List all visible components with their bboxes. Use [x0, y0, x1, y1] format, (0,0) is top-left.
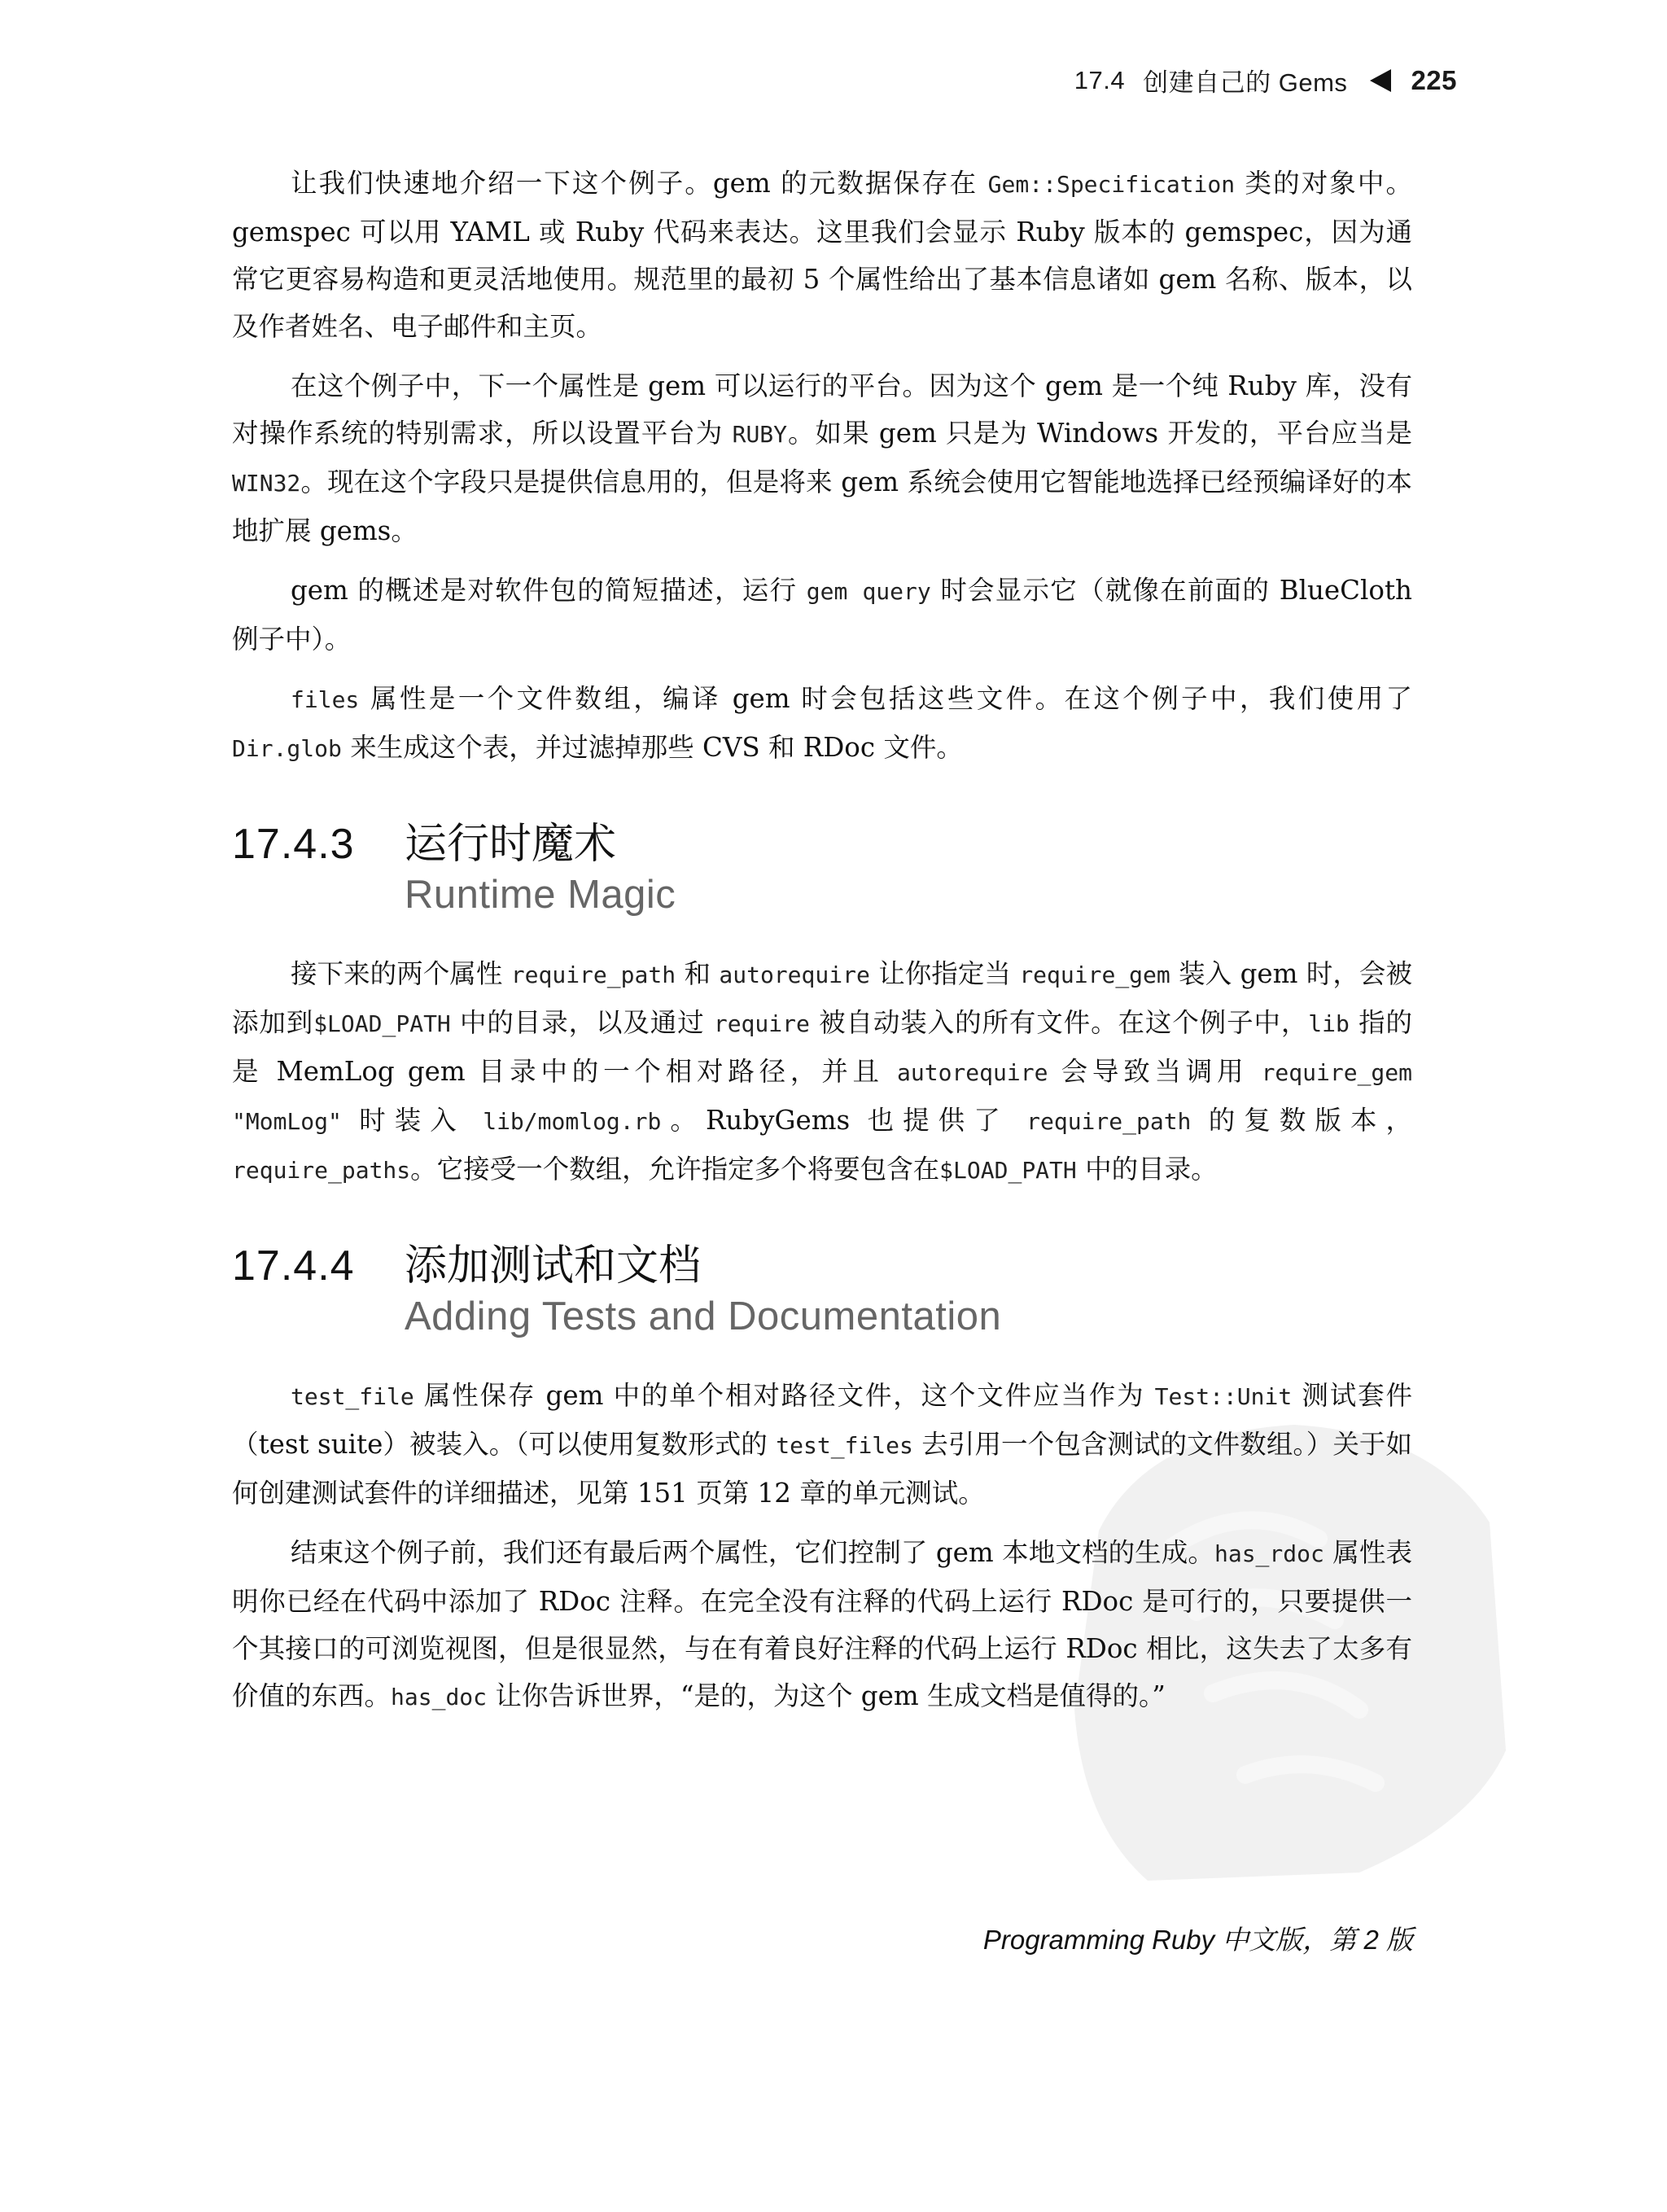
- section-title-cn: 运行时魔术: [405, 821, 617, 868]
- inline-code: require: [713, 1010, 810, 1037]
- text-run: 中的目录。: [1076, 1154, 1218, 1185]
- inline-code: autorequire: [719, 961, 870, 988]
- text-run: 去引用一个包含测试的文件数组。）关于如何创建测试套件的详细描述，见第 151 页第 12 章的单元测试。: [232, 1429, 1412, 1509]
- text-run: 结束这个例子前，我们还有最后两个属性，它们控制了 gem 本地文档的生成。: [291, 1537, 1214, 1568]
- inline-code: require_path: [510, 961, 676, 988]
- section-title-en: Adding Tests and Documentation: [405, 1294, 1002, 1338]
- inline-code: $LOAD_PATH: [939, 1157, 1077, 1184]
- header-section-number: 17.4: [1074, 65, 1126, 94]
- paragraph: [232, 1529, 1412, 1721]
- inline-code: has_doc: [391, 1684, 488, 1710]
- text-run: 让我们快速地介绍一下这个例子。gem 的元数据保存在: [291, 168, 988, 199]
- text-run: 属性保存 gem 中的单个相对路径文件，这个文件应当作为: [413, 1380, 1155, 1411]
- text-run: 。现在这个字段只是提供信息用的，但是将来 gem 系统会使用它智能地选择已经预编译好的本地扩展 gems。: [232, 466, 1412, 546]
- inline-code: Gem::Specification: [987, 171, 1236, 198]
- text-run: 在这个例子中，下一个属性是 gem 可以运行的平台。因为这个 gem 是一个纯 Ruby 库，没有对操作系统的特别需求，所以设置平台为: [232, 370, 1412, 449]
- inline-code: autorequire: [897, 1059, 1048, 1086]
- section-title-cn: 添加测试和文档: [405, 1242, 702, 1290]
- inline-code: test_file: [291, 1383, 414, 1410]
- text-run: 会导致当调用: [1048, 1056, 1262, 1087]
- text-run: gem 的概述是对软件包的简短描述，运行: [291, 575, 807, 606]
- inline-code: has_rdoc: [1214, 1540, 1324, 1567]
- text-run: 。RubyGems 也提供了: [661, 1105, 1027, 1136]
- text-run: 。如果 gem 只是为 Windows 开发的，平台应当是: [787, 418, 1412, 449]
- text-run: 接下来的两个属性: [291, 958, 511, 989]
- text-run: 测试套件（test suite）被装入。（可以使用复数形式的: [232, 1380, 1412, 1460]
- text-run: 指的是 MemLog gem 目录中的一个相对路径，并且: [232, 1007, 1412, 1087]
- left-triangle-icon: [1370, 69, 1391, 92]
- inline-code: Test::Unit: [1154, 1383, 1293, 1410]
- inline-code: require_paths: [232, 1157, 411, 1184]
- inline-code: require_gem: [1019, 961, 1170, 988]
- paragraph: [232, 950, 1412, 1194]
- text-run: 被自动装入的所有文件。在这个例子中，: [809, 1007, 1309, 1038]
- text-run: 。它接受一个数组，允许指定多个将要包含在: [410, 1154, 940, 1185]
- inline-code: test_files: [776, 1432, 913, 1459]
- page-number: 225: [1411, 64, 1457, 95]
- text-run: 时装入: [341, 1105, 483, 1136]
- inline-code: gem query: [806, 578, 931, 605]
- paragraph-group-adding-tests: [232, 1372, 1412, 1721]
- text-run: 时会显示它（就像在前面的 BlueCloth 例子中）。: [232, 575, 1412, 655]
- text-run: 类的对象中。gemspec 可以用 YAML 或 Ruby 代码来表达。这里我们会显示 Ruby 版本的 gemspec，因为通常它更容易构造和更灵活地使用。规范里的最初 5 个属性给出了基本信息诸如 gem 名称、版本，以及作者姓名、电子邮件和主页。: [232, 168, 1412, 342]
- paragraph: [232, 362, 1412, 554]
- inline-code: Dir.glob: [232, 735, 342, 762]
- text-run: 的复数版本，: [1191, 1105, 1412, 1136]
- paragraph-group-runtime-magic: [232, 950, 1412, 1194]
- text-run: 让你告诉世界，“是的，为这个 gem 生成文档是值得的。”: [487, 1680, 1166, 1711]
- text-run: 属性是一个文件数组，编译 gem 时会包括这些文件。在这个例子中，我们使用了: [359, 683, 1412, 714]
- page-footer: Programming Ruby 中文版，第 2 版: [982, 1925, 1413, 1955]
- inline-code: lib: [1308, 1010, 1350, 1037]
- text-run: 和: [676, 958, 720, 989]
- section-number: 17.4.4: [232, 1242, 355, 1290]
- inline-code: require_gem "MomLog": [232, 1059, 1412, 1135]
- inline-code: WIN32: [232, 470, 301, 497]
- inline-code: files: [291, 686, 360, 713]
- page-content: [232, 160, 1412, 1721]
- paragraph-group-intro: [232, 160, 1412, 773]
- section-heading-adding-tests: [232, 1231, 1412, 1339]
- running-head: [1074, 62, 1457, 99]
- section-title-en: Runtime Magic: [405, 873, 676, 917]
- inline-code: $LOAD_PATH: [313, 1010, 451, 1037]
- text-run: 属性表明你已经在代码中添加了 RDoc 注释。在完全没有注释的代码上运行 RDoc 是可行的，只要提供一个其接口的可浏览视图，但是很显然，与在有着良好注释的代码上运行 RDoc 相比，这失去了太多有价值的东西。: [232, 1537, 1412, 1711]
- inline-code: require_path: [1026, 1108, 1192, 1135]
- paragraph: [232, 567, 1412, 663]
- section-number: 17.4.3: [232, 821, 355, 868]
- text-run: 来生成这个表，并过滤掉那些 CVS 和 RDoc 文件。: [341, 732, 963, 763]
- section-heading-runtime-magic: [232, 809, 1412, 918]
- inline-code: RUBY: [732, 421, 788, 448]
- inline-code: lib/momlog.rb: [483, 1108, 662, 1135]
- text-run: 让你指定当: [869, 958, 1020, 989]
- paragraph: [232, 675, 1412, 773]
- text-run: 装入 gem 时，会被添加到: [232, 958, 1412, 1038]
- paragraph: [232, 160, 1412, 350]
- text-run: 中的目录，以及通过: [450, 1007, 714, 1038]
- header-title: 创建自己的 Gems: [1143, 68, 1348, 97]
- paragraph: [232, 1372, 1412, 1517]
